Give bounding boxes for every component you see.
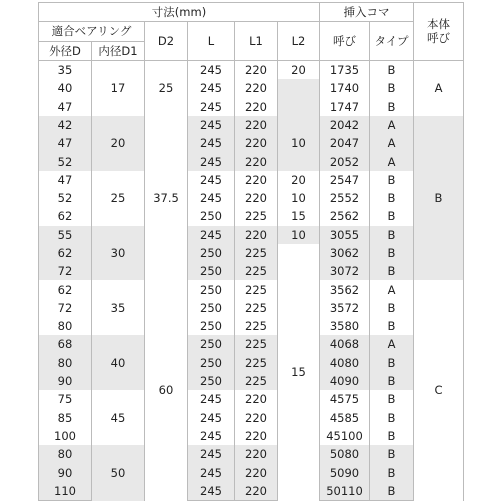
l-cell: 245: [188, 97, 235, 115]
l-cell: 250: [188, 207, 235, 225]
spec-table: [38, 2, 464, 501]
l1-cell: 220: [235, 482, 278, 501]
type-cell: B: [370, 317, 414, 335]
l-cell: 245: [188, 79, 235, 97]
d2-cell: 25: [145, 60, 188, 115]
designation-cell: 5080: [320, 445, 370, 463]
outer-d-cell: 62: [39, 244, 92, 262]
l1-cell: 225: [235, 207, 278, 225]
type-cell: B: [370, 60, 414, 79]
type-cell: B: [370, 262, 414, 280]
l1-cell: 220: [235, 116, 278, 134]
l1-cell: 220: [235, 445, 278, 463]
designation-cell: 2052: [320, 152, 370, 170]
type-cell: B: [370, 299, 414, 317]
l2-cell: 10: [278, 189, 320, 207]
outer-d-cell: 62: [39, 280, 92, 298]
l-cell: 245: [188, 171, 235, 189]
designation-cell: 2042: [320, 116, 370, 134]
type-cell: B: [370, 207, 414, 225]
inner-d1-cell: 17: [92, 60, 145, 115]
inner-d1-cell: 20: [92, 116, 145, 171]
l-cell: 250: [188, 280, 235, 298]
l1-cell: 225: [235, 244, 278, 262]
outer-d-cell: 80: [39, 445, 92, 463]
l-cell: 245: [188, 152, 235, 170]
l2-cell: 10: [278, 116, 320, 171]
type-cell: A: [370, 280, 414, 298]
type-cell: B: [370, 463, 414, 481]
l1-cell: 225: [235, 372, 278, 390]
type-cell: B: [370, 390, 414, 408]
l-cell: 245: [188, 390, 235, 408]
d2-cell: 60: [145, 280, 188, 500]
inner-d1-cell: 45: [92, 390, 145, 445]
l1-cell: 225: [235, 317, 278, 335]
l2-header: L2: [278, 22, 320, 61]
l1-cell: 220: [235, 226, 278, 244]
l1-cell: 225: [235, 280, 278, 298]
designation-cell: 3055: [320, 226, 370, 244]
type-cell: B: [370, 427, 414, 445]
inner-d1-cell: 30: [92, 226, 145, 281]
l-cell: 250: [188, 299, 235, 317]
body-designation-cell: A: [414, 60, 464, 115]
l-cell: 245: [188, 482, 235, 501]
l2-cell: 10: [278, 226, 320, 244]
outer-d-cell: 90: [39, 463, 92, 481]
outer-d-cell: 47: [39, 97, 92, 115]
l1-cell: 220: [235, 60, 278, 79]
l-cell: 250: [188, 262, 235, 280]
designation-cell: 2047: [320, 134, 370, 152]
type-cell: A: [370, 134, 414, 152]
l1-cell: 225: [235, 354, 278, 372]
l1-cell: 220: [235, 409, 278, 427]
l-cell: 250: [188, 244, 235, 262]
d2-label: D2: [157, 34, 175, 49]
designation-cell: 5090: [320, 463, 370, 481]
l2-cell: 20: [278, 60, 320, 79]
designation-cell: 1747: [320, 97, 370, 115]
l-cell: 250: [188, 317, 235, 335]
table-row: [39, 280, 464, 298]
l1-cell: 220: [235, 79, 278, 97]
type-cell: B: [370, 445, 414, 463]
inner-d1-cell: 50: [92, 445, 145, 500]
outer-d-cell: 40: [39, 79, 92, 97]
insert-header: 挿入コマ: [320, 3, 414, 22]
l-cell: 245: [188, 226, 235, 244]
type-cell: A: [370, 335, 414, 353]
l-cell: 250: [188, 335, 235, 353]
d2-header: [145, 22, 188, 61]
designation-cell: 4080: [320, 354, 370, 372]
designation-cell: 1735: [320, 60, 370, 79]
l1-cell: 220: [235, 463, 278, 481]
l1-cell: 220: [235, 427, 278, 445]
type-cell: B: [370, 79, 414, 97]
inner-d1-cell: 40: [92, 335, 145, 390]
inner-d1-header: 内径D1: [92, 41, 145, 60]
l1-cell: 225: [235, 262, 278, 280]
l2-cell: 15: [278, 207, 320, 225]
outer-d-cell: 52: [39, 189, 92, 207]
designation-cell: 2547: [320, 171, 370, 189]
l-cell: 245: [188, 445, 235, 463]
body-designation-cell: B: [414, 116, 464, 281]
l-cell: 245: [188, 409, 235, 427]
l-cell: 245: [188, 60, 235, 79]
table-row: [39, 60, 464, 79]
type-cell: B: [370, 482, 414, 501]
designation-cell: 4575: [320, 390, 370, 408]
l1-cell: 220: [235, 189, 278, 207]
table-row: [39, 445, 464, 463]
designation-header: 呼び: [320, 22, 370, 61]
dimensions-header: 寸法(mm): [39, 3, 320, 22]
l-cell: 245: [188, 427, 235, 445]
outer-d-cell: 35: [39, 60, 92, 79]
l1-cell: 220: [235, 390, 278, 408]
designation-cell: 3562: [320, 280, 370, 298]
outer-d-cell: 100: [39, 427, 92, 445]
l1-cell: 220: [235, 134, 278, 152]
inner-d1-cell: 25: [92, 171, 145, 226]
l1-cell: 220: [235, 171, 278, 189]
l1-cell: 220: [235, 97, 278, 115]
outer-d-cell: 75: [39, 390, 92, 408]
designation-cell: 3072: [320, 262, 370, 280]
outer-d-cell: 47: [39, 134, 92, 152]
outer-d-cell: 72: [39, 299, 92, 317]
outer-d-cell: 80: [39, 317, 92, 335]
l-header: L: [188, 22, 235, 61]
designation-cell: 50110: [320, 482, 370, 501]
type-cell: B: [370, 97, 414, 115]
l2-cell: 15: [278, 244, 320, 501]
table-row: [39, 171, 464, 189]
table-row: [39, 226, 464, 244]
designation-cell: 4585: [320, 409, 370, 427]
l2-cell: 20: [278, 171, 320, 189]
type-cell: B: [370, 189, 414, 207]
type-cell: A: [370, 116, 414, 134]
type-cell: B: [370, 226, 414, 244]
type-cell: A: [370, 152, 414, 170]
designation-cell: 2562: [320, 207, 370, 225]
type-cell: B: [370, 372, 414, 390]
body-designation-header: 本体 呼び: [414, 3, 464, 61]
spec-table-body: [39, 60, 464, 500]
outer-d-cell: 42: [39, 116, 92, 134]
designation-cell: 1740: [320, 79, 370, 97]
l-cell: 245: [188, 463, 235, 481]
designation-cell: 3062: [320, 244, 370, 262]
l-cell: 245: [188, 134, 235, 152]
designation-cell: 3572: [320, 299, 370, 317]
l-cell: 245: [188, 116, 235, 134]
type-cell: B: [370, 171, 414, 189]
l1-cell: 225: [235, 335, 278, 353]
outer-d-cell: 110: [39, 482, 92, 501]
type-header: タイプ: [370, 22, 414, 61]
d2-cell: 37.5: [145, 116, 188, 281]
outer-d-cell: 85: [39, 409, 92, 427]
bearing-header: 適合ベアリング: [39, 22, 145, 41]
inner-d1-cell: 35: [92, 280, 145, 335]
table-row: [39, 335, 464, 353]
table-row: [39, 116, 464, 134]
l1-cell: 225: [235, 299, 278, 317]
table-row: [39, 390, 464, 408]
type-cell: B: [370, 244, 414, 262]
body-designation-cell: C: [414, 280, 464, 500]
outer-d-cell: 72: [39, 262, 92, 280]
designation-cell: 45100: [320, 427, 370, 445]
outer-d-cell: 52: [39, 152, 92, 170]
designation-cell: 3580: [320, 317, 370, 335]
l1-cell: 220: [235, 152, 278, 170]
outer-d-cell: 68: [39, 335, 92, 353]
l-cell: 250: [188, 354, 235, 372]
outer-d-cell: 90: [39, 372, 92, 390]
designation-cell: 4090: [320, 372, 370, 390]
l1-header: L1: [235, 22, 278, 61]
type-cell: B: [370, 354, 414, 372]
l2-cell: [278, 79, 320, 116]
outer-d-cell: 47: [39, 171, 92, 189]
outer-d-cell: 80: [39, 354, 92, 372]
l-cell: 250: [188, 372, 235, 390]
l-cell: 245: [188, 189, 235, 207]
designation-cell: 2552: [320, 189, 370, 207]
designation-cell: 4068: [320, 335, 370, 353]
outer-d-cell: 55: [39, 226, 92, 244]
type-cell: B: [370, 409, 414, 427]
outer-d-header: 外径D: [39, 41, 92, 60]
outer-d-cell: 62: [39, 207, 92, 225]
